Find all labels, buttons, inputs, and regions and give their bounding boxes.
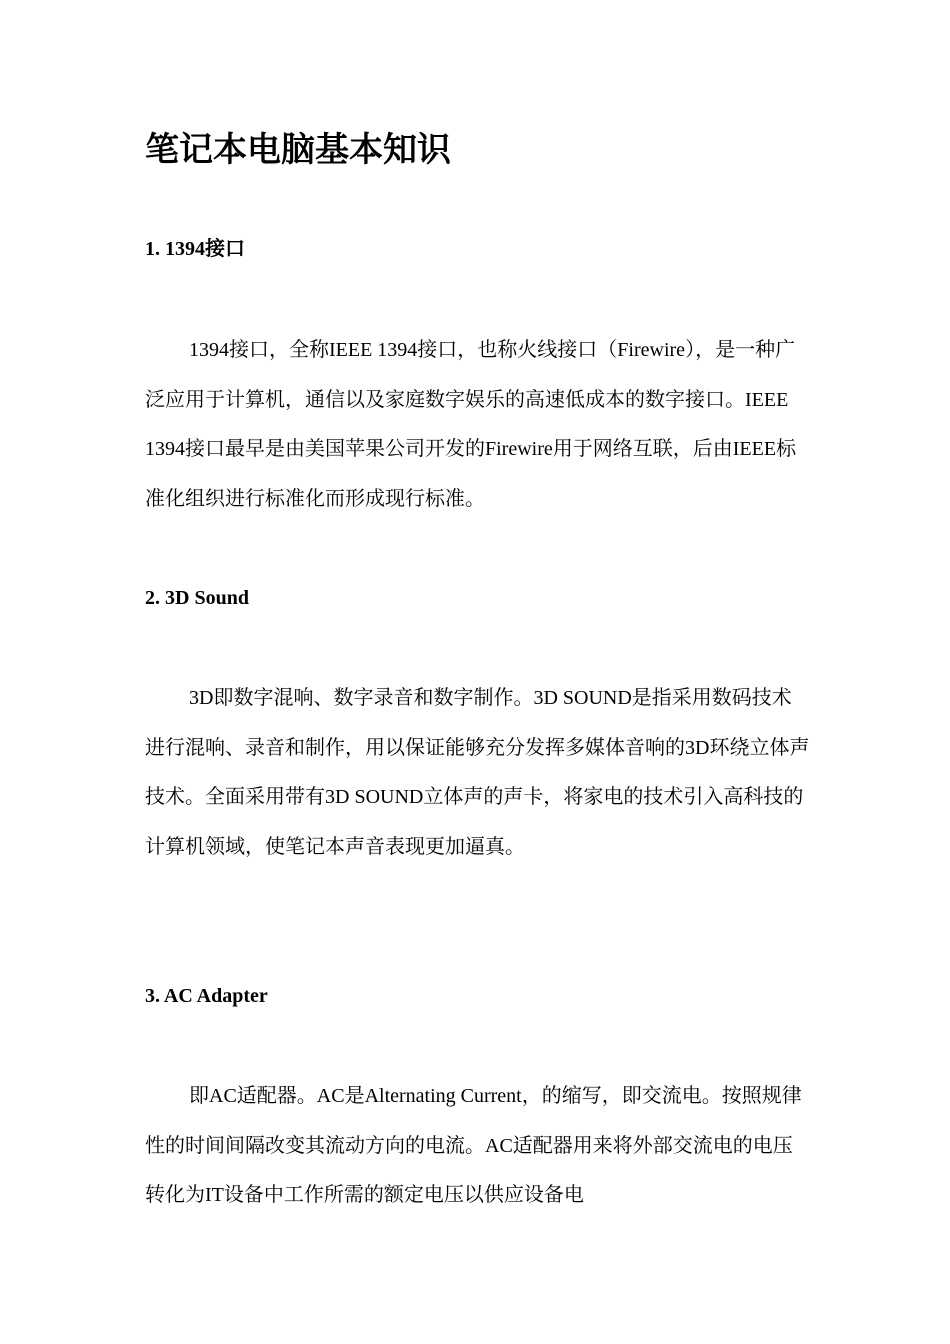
section-heading-3d-sound: 2. 3D Sound: [145, 587, 249, 609]
section-heading-ac-adapter: 3. AC Adapter: [145, 985, 268, 1007]
section-body-3d-sound: 3D即数字混响、数字录音和数字制作。3D SOUND是指采用数码技术进行混响、录音和制作，用以保证能够充分发挥多媒体音响的3D环绕立体声技术。全面采用带有3D SOUND立体声的声卡，将家电的技术引入高科技的计算机领域，使笔记本声音表现更加逼真。: [145, 687, 810, 858]
section-body-ac-adapter: 即AC适配器。AC是Alternating Current，的缩写，即交流电。按照规律性的时间间隔改变其流动方向的电流。AC适配器用来将外部交流电的电压转化为IT设备中工作所需的额定电压以供应设备电: [145, 1085, 802, 1207]
section-heading-1394: 1. 1394接口: [145, 238, 245, 260]
document-title: 笔记本电脑基本知识: [145, 132, 451, 169]
section-body-1394: 1394接口，全称IEEE 1394接口，也称火线接口（Firewire），是一种广泛应用于计算机，通信以及家庭数字娱乐的高速低成本的数字接口。IEEE 1394接口最早是由美国苹果公司开发的Firewire用于网络互联，后由IEEE标准化组织进行标准化而形成现行标准。: [145, 339, 797, 510]
